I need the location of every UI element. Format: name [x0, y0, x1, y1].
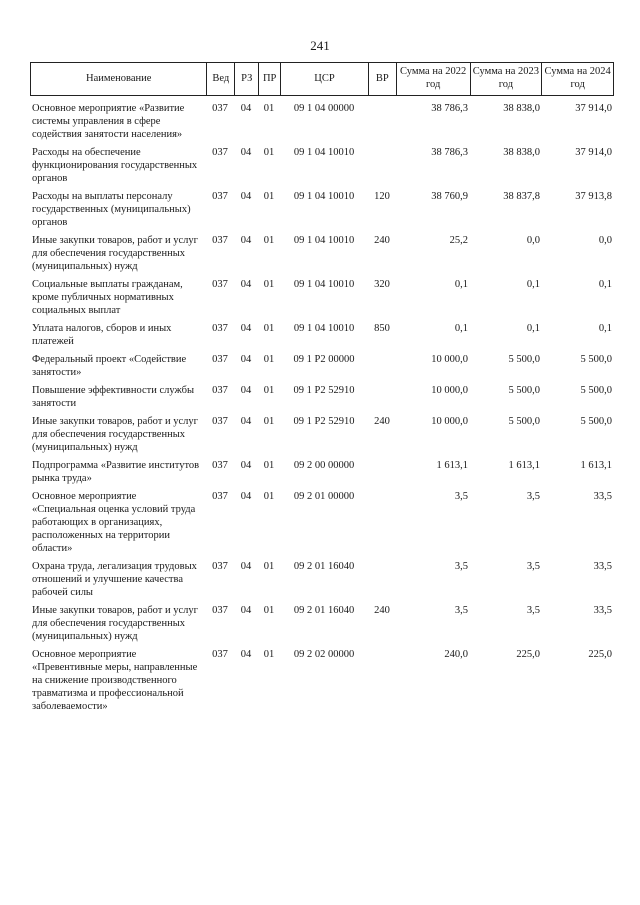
cell-name: Иные закупки товаров, работ и услуг для обеспечения государственных (муниципальных) нужд — [32, 416, 198, 453]
cell-name: Повышение эффективности службы занятости — [32, 385, 195, 409]
cell-sum-2022: 10 000,0 — [431, 385, 468, 396]
header-csr: ЦСР — [280, 63, 368, 95]
cell-sum-2023: 3,5 — [526, 561, 540, 572]
header-pr: ПР — [258, 63, 280, 95]
cell-name: Основное мероприятие «Превентивные меры, направленные на снижение производственного травматизма и профессиональной заболеваемости» — [32, 649, 198, 712]
cell-sum-2022: 38 786,3 — [431, 103, 468, 114]
table-body — [30, 102, 614, 713]
cell-vr — [368, 560, 396, 599]
page-number: 241 — [310, 38, 330, 53]
header-sum-2024: Сумма на 2024 год — [541, 63, 613, 95]
cell-ved: 037 — [212, 385, 228, 396]
cell-name: Основное мероприятие «Развитие системы управления в сфере содействия занятости населения» — [32, 103, 185, 140]
cell-name: Иные закупки товаров, работ и услуг для обеспечения государственных (муниципальных) нужд — [32, 235, 198, 272]
cell-sum-2024: 225,0 — [588, 649, 612, 660]
cell-sum-2023: 38 838,0 — [503, 103, 540, 114]
cell-csr: 09 2 00 00000 — [293, 460, 355, 471]
cell-sum-2022: 3,5 — [454, 605, 468, 616]
cell-name: Федеральный проект «Содействие занятости» — [32, 354, 187, 378]
cell-sum-2024: 37 914,0 — [575, 147, 612, 158]
cell-csr: 09 1 04 10010 — [293, 235, 355, 246]
cell-ved: 037 — [212, 235, 228, 246]
cell-csr: 09 2 01 00000 — [293, 491, 355, 502]
cell-pr: 01 — [263, 605, 275, 616]
cell-sum-2024: 37 914,0 — [575, 103, 612, 114]
cell-pr: 01 — [263, 147, 275, 158]
cell-name: Подпрограмма «Развитие институтов рынка труда» — [32, 460, 200, 484]
cell-sum-2023: 5 500,0 — [508, 416, 540, 427]
cell-sum-2022: 25,2 — [449, 235, 468, 246]
cell-sum-2023: 38 837,8 — [503, 191, 540, 202]
cell-vr — [368, 146, 396, 185]
cell-pr: 01 — [263, 323, 275, 334]
cell-csr: 09 2 01 16040 — [293, 561, 355, 572]
cell-sum-2022: 240,0 — [444, 649, 468, 660]
table-row — [30, 102, 614, 141]
table-row — [30, 415, 614, 454]
table-row — [30, 604, 614, 643]
cell-sum-2023: 225,0 — [516, 649, 540, 660]
table-row — [30, 459, 614, 485]
cell-ved: 037 — [212, 323, 228, 334]
table-row — [30, 648, 614, 713]
cell-sum-2023: 0,1 — [526, 323, 540, 334]
cell-pr: 01 — [263, 649, 275, 660]
table-row — [30, 384, 614, 410]
cell-sum-2024: 5 500,0 — [580, 385, 612, 396]
table-row — [30, 322, 614, 348]
cell-csr: 09 2 02 00000 — [293, 649, 355, 660]
cell-vr: 240 — [374, 416, 390, 427]
cell-sum-2024: 0,1 — [598, 279, 612, 290]
cell-sum-2022: 0,1 — [454, 279, 468, 290]
cell-rz: 04 — [240, 279, 252, 290]
cell-ved: 037 — [212, 561, 228, 572]
header-sum-2022: Сумма на 2022 год — [396, 63, 470, 95]
cell-name: Охрана труда, легализация трудовых отношений и улучшение качества рабочей силы — [32, 561, 197, 598]
cell-vr: 850 — [374, 323, 390, 334]
cell-vr: 240 — [374, 235, 390, 246]
cell-rz: 04 — [240, 649, 252, 660]
cell-rz: 04 — [240, 385, 252, 396]
cell-sum-2022: 0,1 — [454, 323, 468, 334]
cell-sum-2024: 33,5 — [593, 491, 612, 502]
cell-csr: 09 1 04 10010 — [293, 279, 355, 290]
table-row — [30, 490, 614, 555]
cell-vr — [368, 353, 396, 379]
table-header — [30, 62, 614, 96]
cell-rz: 04 — [240, 235, 252, 246]
cell-sum-2022: 3,5 — [454, 491, 468, 502]
cell-csr: 09 1 P2 00000 — [293, 354, 355, 365]
cell-rz: 04 — [240, 103, 252, 114]
cell-pr: 01 — [263, 491, 275, 502]
cell-name: Расходы на выплаты персоналу государственных (муниципальных) органов — [32, 191, 191, 228]
cell-name: Основное мероприятие «Специальная оценка условий труда работающих в организациях, расположенных на территории области» — [32, 491, 196, 554]
header-rz: РЗ — [234, 63, 258, 95]
cell-pr: 01 — [263, 385, 275, 396]
table-row — [30, 234, 614, 273]
cell-pr: 01 — [263, 103, 275, 114]
cell-sum-2023: 38 838,0 — [503, 147, 540, 158]
budget-table — [30, 62, 614, 718]
cell-vr — [368, 102, 396, 141]
cell-sum-2024: 5 500,0 — [580, 416, 612, 427]
table-row — [30, 146, 614, 185]
cell-name: Уплата налогов, сборов и иных платежей — [32, 323, 172, 347]
cell-rz: 04 — [240, 561, 252, 572]
cell-vr — [368, 490, 396, 555]
table-row — [30, 278, 614, 317]
table-row — [30, 560, 614, 599]
cell-ved: 037 — [212, 649, 228, 660]
cell-vr: 120 — [374, 191, 390, 202]
cell-sum-2023: 3,5 — [526, 605, 540, 616]
cell-pr: 01 — [263, 235, 275, 246]
cell-ved: 037 — [212, 605, 228, 616]
cell-ved: 037 — [212, 354, 228, 365]
table-row — [30, 190, 614, 229]
cell-ved: 037 — [212, 103, 228, 114]
cell-csr: 09 1 04 10010 — [293, 323, 355, 334]
cell-ved: 037 — [212, 416, 228, 427]
cell-ved: 037 — [212, 279, 228, 290]
cell-csr: 09 1 P2 52910 — [293, 385, 355, 396]
cell-pr: 01 — [263, 416, 275, 427]
cell-vr — [368, 384, 396, 410]
cell-ved: 037 — [212, 491, 228, 502]
cell-sum-2023: 5 500,0 — [508, 385, 540, 396]
cell-vr: 320 — [374, 279, 390, 290]
cell-vr: 240 — [374, 605, 390, 616]
cell-sum-2022: 3,5 — [454, 561, 468, 572]
cell-pr: 01 — [263, 460, 275, 471]
cell-csr: 09 1 04 10010 — [293, 147, 355, 158]
cell-sum-2022: 38 786,3 — [431, 147, 468, 158]
cell-pr: 01 — [263, 191, 275, 202]
cell-sum-2022: 1 613,1 — [436, 460, 468, 471]
cell-name: Иные закупки товаров, работ и услуг для обеспечения государственных (муниципальных) нужд — [32, 605, 198, 642]
cell-sum-2024: 33,5 — [593, 605, 612, 616]
cell-sum-2024: 1 613,1 — [580, 460, 612, 471]
cell-sum-2022: 38 760,9 — [431, 191, 468, 202]
cell-csr: 09 1 04 10010 — [293, 191, 355, 202]
cell-pr: 01 — [263, 354, 275, 365]
header-sum-2023: Сумма на 2023 год — [470, 63, 542, 95]
cell-rz: 04 — [240, 491, 252, 502]
cell-vr — [368, 459, 396, 485]
cell-sum-2024: 5 500,0 — [580, 354, 612, 365]
cell-sum-2023: 5 500,0 — [508, 354, 540, 365]
cell-sum-2022: 10 000,0 — [431, 416, 468, 427]
table-row — [30, 353, 614, 379]
cell-sum-2024: 0,0 — [598, 235, 612, 246]
cell-sum-2024: 0,1 — [598, 323, 612, 334]
cell-name: Социальные выплаты гражданам, кроме публичных нормативных социальных выплат — [32, 279, 183, 316]
cell-name: Расходы на обеспечение функционирования государственных органов — [32, 147, 198, 184]
header-name: Наименование — [85, 72, 152, 84]
cell-sum-2023: 0,1 — [526, 279, 540, 290]
cell-ved: 037 — [212, 147, 228, 158]
cell-pr: 01 — [263, 561, 275, 572]
cell-sum-2023: 3,5 — [526, 491, 540, 502]
cell-sum-2023: 1 613,1 — [508, 460, 540, 471]
cell-sum-2024: 33,5 — [593, 561, 612, 572]
cell-rz: 04 — [240, 605, 252, 616]
cell-vr — [368, 648, 396, 713]
cell-csr: 09 1 04 00000 — [293, 103, 355, 114]
header-ved: Вед — [206, 63, 234, 95]
cell-pr: 01 — [263, 279, 275, 290]
cell-rz: 04 — [240, 460, 252, 471]
cell-sum-2024: 37 913,8 — [575, 191, 612, 202]
cell-csr: 09 1 P2 52910 — [293, 416, 355, 427]
cell-rz: 04 — [240, 354, 252, 365]
cell-rz: 04 — [240, 191, 252, 202]
cell-ved: 037 — [212, 460, 228, 471]
cell-rz: 04 — [240, 323, 252, 334]
cell-sum-2023: 0,0 — [526, 235, 540, 246]
cell-rz: 04 — [240, 147, 252, 158]
cell-csr: 09 2 01 16040 — [293, 605, 355, 616]
cell-sum-2022: 10 000,0 — [431, 354, 468, 365]
header-vr: ВР — [368, 63, 396, 95]
cell-rz: 04 — [240, 416, 252, 427]
cell-ved: 037 — [212, 191, 228, 202]
